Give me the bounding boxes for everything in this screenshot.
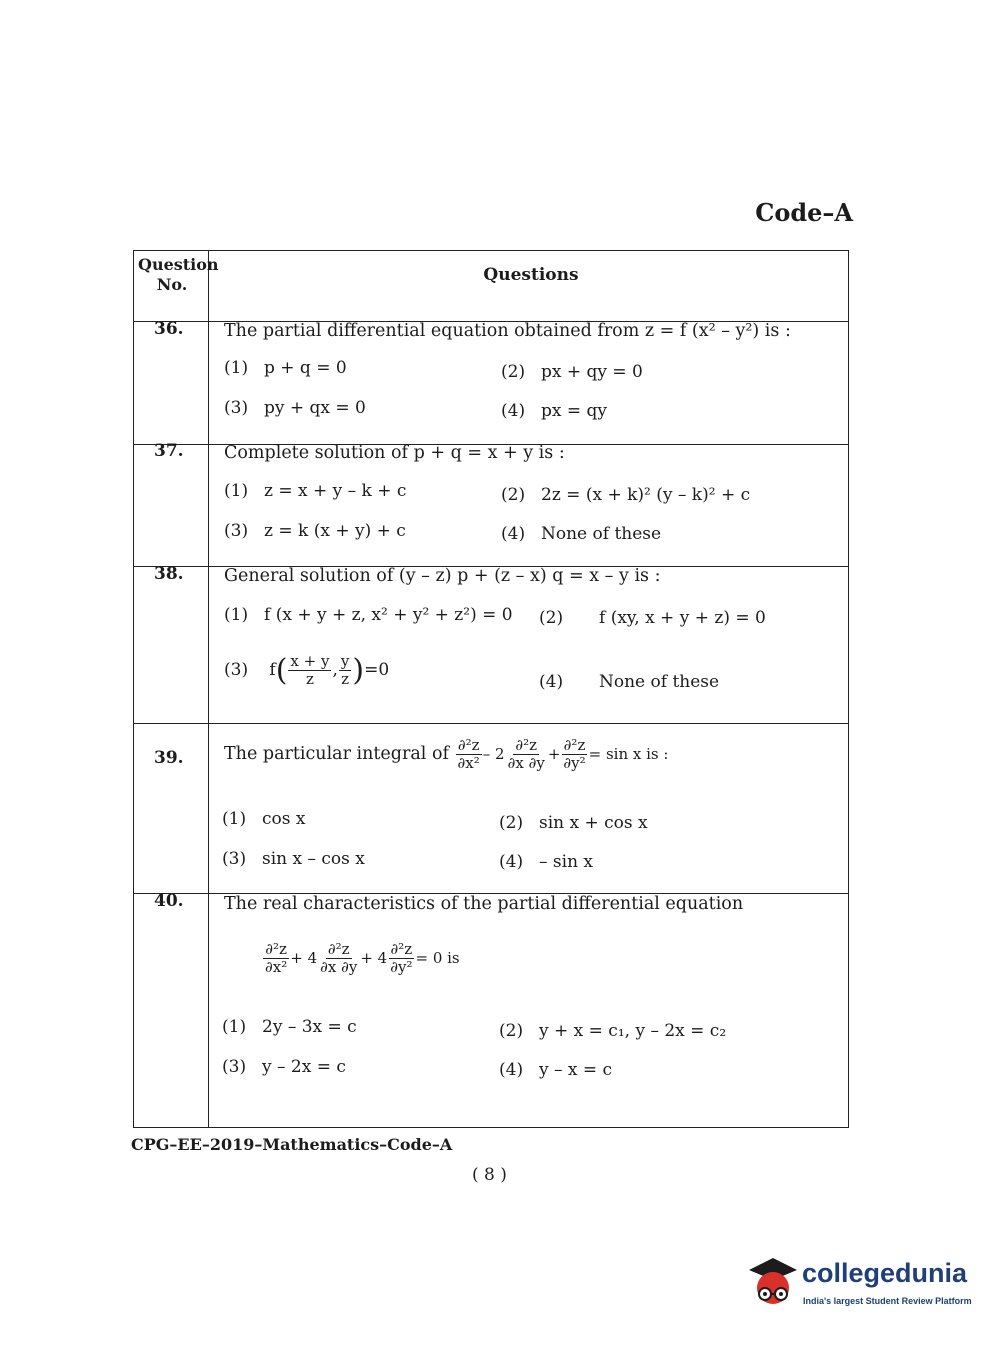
option-formula: f( $\frac{x + y}{z}$ , $\frac{y}{z}$ )=0 xyxy=(269,652,390,688)
option-text: py + qx = 0 xyxy=(264,398,366,418)
option xyxy=(222,809,305,829)
code-label: Code–A xyxy=(755,198,853,227)
option-text: z = x + y – k + c xyxy=(264,481,407,501)
option-text: – sin x xyxy=(539,852,594,872)
option-label: (2) xyxy=(539,608,564,628)
question-number: 37. xyxy=(154,441,184,461)
collegedunia-logo xyxy=(745,1252,975,1322)
option xyxy=(224,653,389,688)
option-label: (3) xyxy=(224,660,249,680)
fraction: $\frac{\text{∂²z}}{\text{∂y²}}$ xyxy=(563,736,586,772)
option-label: (2) xyxy=(499,813,524,833)
logo-name: collegedunia xyxy=(802,1258,968,1288)
question-table xyxy=(133,250,849,1128)
option-text: sin x – cos x xyxy=(262,849,365,869)
option xyxy=(539,608,766,628)
option-label: (2) xyxy=(501,485,526,505)
option-label: (4) xyxy=(501,524,526,544)
option-text: sin x + cos x xyxy=(539,813,648,833)
header-questions: Questions xyxy=(483,265,579,285)
question-number: 36. xyxy=(154,319,184,339)
question-number: 38. xyxy=(154,564,184,584)
option-label: (4) xyxy=(539,672,564,692)
option xyxy=(222,849,365,869)
logo-tagline: India's largest Student Review Platform xyxy=(803,1296,972,1306)
option-label: (1) xyxy=(224,481,249,501)
option-label: (3) xyxy=(224,521,249,541)
option xyxy=(224,521,406,541)
question-text: Complete solution of p + q = x + y is : xyxy=(224,443,565,463)
mascot-icon xyxy=(745,1252,801,1312)
option-text: cos x xyxy=(262,809,306,829)
row-divider xyxy=(134,723,848,724)
option-label: (4) xyxy=(501,401,526,421)
option-label: (3) xyxy=(224,398,249,418)
equation: $\frac{\text{∂²z}}{\text{∂x²}}$ + 4 $\frac{\text{∂²z}}{\partial x \partial y}$ + 4 $\frac{\text{∂²z}}{\text{∂y²}}$ = 0 is xyxy=(265,940,460,976)
option xyxy=(499,813,648,833)
option-text: f (xy, x + y + z) = 0 xyxy=(599,608,766,628)
option-text: p + q = 0 xyxy=(264,358,347,378)
option-text: f (x + y + z, x² + y² + z²) = 0 xyxy=(264,605,513,625)
option xyxy=(499,1060,612,1080)
question-text: The partial differential equation obtained from z = f (x² – y²) is : xyxy=(224,321,791,341)
page-number: ( 8 ) xyxy=(472,1165,507,1185)
option xyxy=(224,481,406,501)
question-number: 40. xyxy=(154,891,184,911)
option xyxy=(222,1017,357,1037)
fraction: $\frac{\text{∂²z}}{\text{∂x²}}$ xyxy=(265,940,288,976)
option-text: px = qy xyxy=(541,401,608,421)
option xyxy=(539,672,719,692)
option xyxy=(499,1021,726,1041)
option-text: 2z = (x + k)² (y – k)² + c xyxy=(541,485,751,505)
option-text: z = k (x + y) + c xyxy=(264,521,406,541)
option xyxy=(501,401,607,421)
option-label: (1) xyxy=(224,605,249,625)
option-text: y – 2x = c xyxy=(262,1057,346,1077)
option-label: (2) xyxy=(501,362,526,382)
question-text: General solution of (y – z) p + (z – x) q = x – y is : xyxy=(224,566,661,586)
option-text: y – x = c xyxy=(539,1060,613,1080)
fraction: $\frac{\text{∂²z}}{\text{∂x²}}$ xyxy=(457,736,480,772)
option-text: 2y – 3x = c xyxy=(262,1017,357,1037)
option-label: (2) xyxy=(499,1021,524,1041)
option-label: (4) xyxy=(499,852,524,872)
option-label: (1) xyxy=(222,1017,247,1037)
question-number: 39. xyxy=(154,748,184,768)
fraction: $\frac{\text{∂²z}}{\partial x \partial y}$ xyxy=(507,736,545,772)
header-question-no: Question No. xyxy=(138,255,219,294)
option xyxy=(501,524,661,544)
option-label: (1) xyxy=(224,358,249,378)
fraction: $\frac{\text{∂²z}}{\text{∂y²}}$ xyxy=(390,940,413,976)
option-label: (4) xyxy=(499,1060,524,1080)
option xyxy=(224,605,513,625)
option-text: y + x = c₁, y – 2x = c₂ xyxy=(539,1021,727,1041)
column-divider xyxy=(208,251,209,1127)
option xyxy=(501,362,643,382)
question-text: The real characteristics of the partial differential equation xyxy=(224,894,744,914)
option xyxy=(501,485,750,505)
question-text: The particular integral of $\frac{\text{∂²z}}{\text{∂x²}}$ – 2 $\frac{\text{∂²z}}{\partial x \partial y}$ + $\frac{\text{∂²z}}{\text{∂y²}}$ = sin x is : xyxy=(224,736,669,772)
option-text: px + qy = 0 xyxy=(541,362,643,382)
option xyxy=(224,398,366,418)
option-text: None of these xyxy=(599,672,720,692)
fraction: $\frac{x + y}{z}$ xyxy=(290,652,330,688)
option-label: (3) xyxy=(222,1057,247,1077)
option xyxy=(222,1057,346,1077)
footer-code: CPG–EE–2019–Mathematics–Code–A xyxy=(131,1135,453,1154)
fraction: $\frac{\text{∂²z}}{\partial x \partial y}$ xyxy=(320,940,358,976)
option xyxy=(499,852,593,872)
option-label: (3) xyxy=(222,849,247,869)
fraction: $\frac{y}{z}$ xyxy=(340,652,350,688)
option-label: (1) xyxy=(222,809,247,829)
option xyxy=(224,358,347,378)
option-text: None of these xyxy=(541,524,662,544)
